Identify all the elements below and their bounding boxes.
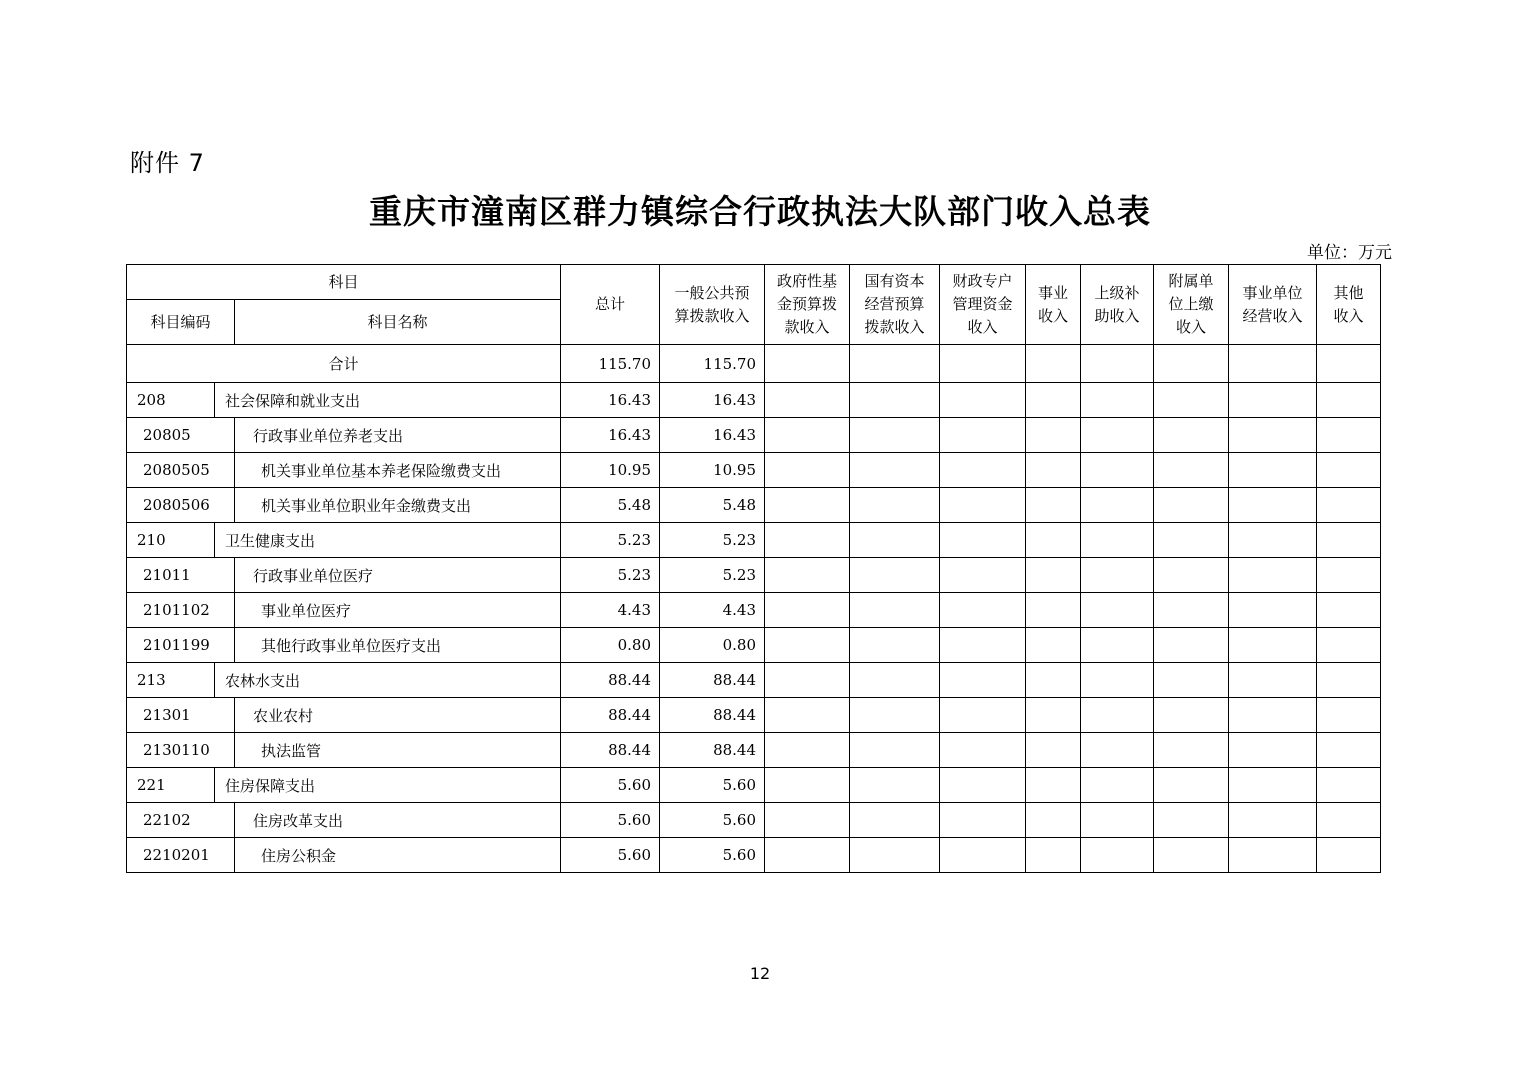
empty-cell (1026, 558, 1081, 593)
empty-cell (1154, 593, 1229, 628)
empty-cell (850, 698, 940, 733)
table-row (127, 733, 1381, 768)
empty-cell (1081, 803, 1154, 838)
empty-cell (1081, 558, 1154, 593)
empty-cell (940, 593, 1026, 628)
empty-cell (765, 663, 850, 698)
header-row-top (127, 265, 1381, 300)
empty-cell (1081, 488, 1154, 523)
empty-cell (1317, 628, 1381, 663)
empty-cell (850, 733, 940, 768)
row-total: 5.60 (561, 803, 660, 838)
attachment-label: 附件 7 (130, 149, 205, 177)
row-general-budget: 88.44 (660, 733, 765, 768)
row-total: 88.44 (561, 698, 660, 733)
empty-cell (1229, 523, 1317, 558)
empty-cell (1081, 593, 1154, 628)
empty-cell (1026, 733, 1081, 768)
row-general-budget: 88.44 (660, 698, 765, 733)
empty-cell (850, 558, 940, 593)
empty-cell (1154, 663, 1229, 698)
empty-cell (765, 593, 850, 628)
empty-cell (1026, 698, 1081, 733)
empty-cell (1317, 838, 1381, 873)
empty-cell (1229, 698, 1317, 733)
empty-cell (850, 488, 940, 523)
empty-cell (1081, 768, 1154, 803)
empty-cell (1026, 593, 1081, 628)
empty-cell (940, 523, 1026, 558)
empty-cell (940, 418, 1026, 453)
empty-cell (1081, 838, 1154, 873)
table-row (127, 698, 1381, 733)
table-row (127, 418, 1381, 453)
empty-cell (1081, 523, 1154, 558)
empty-cell (765, 838, 850, 873)
empty-cell (1026, 488, 1081, 523)
header-other-income: 其他收入 (1317, 265, 1381, 345)
empty-cell (1154, 488, 1229, 523)
empty-cell (1154, 523, 1229, 558)
empty-cell (1229, 803, 1317, 838)
row-general-budget: 5.48 (660, 488, 765, 523)
empty-cell (765, 453, 850, 488)
empty-cell (1026, 663, 1081, 698)
table-row (127, 383, 1381, 418)
empty-cell (1154, 628, 1229, 663)
total-general-budget: 115.70 (660, 345, 765, 383)
empty-cell (940, 838, 1026, 873)
empty-cell (765, 628, 850, 663)
row-subject-code: 21011 (127, 558, 235, 593)
row-general-budget: 16.43 (660, 418, 765, 453)
empty-cell (1081, 418, 1154, 453)
table-row (127, 663, 1381, 698)
empty-cell (850, 523, 940, 558)
empty-cell (1229, 663, 1317, 698)
empty-cell (1317, 593, 1381, 628)
empty-cell (850, 453, 940, 488)
total-label: 合计 (127, 345, 561, 383)
table-row (127, 593, 1381, 628)
row-total: 5.23 (561, 523, 660, 558)
empty-cell (940, 803, 1026, 838)
empty-cell (1229, 838, 1317, 873)
empty-cell (940, 488, 1026, 523)
empty-cell (850, 803, 940, 838)
row-general-budget: 5.60 (660, 768, 765, 803)
header-total: 总计 (561, 265, 660, 345)
row-total: 5.23 (561, 558, 660, 593)
table-row (127, 523, 1381, 558)
row-subject-code: 210 (127, 523, 215, 558)
total-amount: 115.70 (561, 345, 660, 383)
row-subject-name: 社会保障和就业支出 (215, 383, 561, 418)
empty-cell (940, 768, 1026, 803)
total-row (127, 345, 1381, 383)
empty-cell (1154, 453, 1229, 488)
empty-cell (765, 488, 850, 523)
row-general-budget: 16.43 (660, 383, 765, 418)
empty-cell (1317, 803, 1381, 838)
empty-cell (765, 768, 850, 803)
row-subject-name: 机关事业单位职业年金缴费支出 (235, 488, 561, 523)
row-total: 88.44 (561, 733, 660, 768)
row-total: 88.44 (561, 663, 660, 698)
table-row (127, 838, 1381, 873)
header-state-capital: 国有资本经营预算拨款收入 (850, 265, 940, 345)
empty-cell (1229, 418, 1317, 453)
table-row (127, 558, 1381, 593)
row-total: 5.60 (561, 768, 660, 803)
row-general-budget: 5.23 (660, 523, 765, 558)
header-gov-fund: 政府性基金预算拨款收入 (765, 265, 850, 345)
empty-cell (1229, 488, 1317, 523)
row-subject-code: 21301 (127, 698, 235, 733)
page-number: 12 (749, 964, 771, 983)
row-subject-code: 2101102 (127, 593, 235, 628)
row-subject-code: 221 (127, 768, 215, 803)
row-total: 10.95 (561, 453, 660, 488)
empty-cell (1154, 383, 1229, 418)
empty-cell (1154, 733, 1229, 768)
table-body (127, 345, 1381, 873)
row-subject-name: 机关事业单位基本养老保险缴费支出 (235, 453, 561, 488)
empty-cell (1081, 698, 1154, 733)
row-subject-code: 2210201 (127, 838, 235, 873)
empty-cell (1229, 558, 1317, 593)
empty-cell (765, 733, 850, 768)
row-subject-code: 22102 (127, 803, 235, 838)
empty-cell (1229, 593, 1317, 628)
empty-cell (940, 698, 1026, 733)
header-affiliated-payment: 附属单位上缴收入 (1154, 265, 1229, 345)
empty-cell (765, 523, 850, 558)
row-subject-name: 住房公积金 (235, 838, 561, 873)
row-subject-name: 行政事业单位医疗 (235, 558, 561, 593)
empty-cell (940, 453, 1026, 488)
empty-cell (1026, 523, 1081, 558)
row-subject-name: 执法监管 (235, 733, 561, 768)
empty-cell (1154, 768, 1229, 803)
empty-cell (940, 663, 1026, 698)
table-row (127, 488, 1381, 523)
empty-cell (1317, 488, 1381, 523)
row-total: 5.48 (561, 488, 660, 523)
row-subject-code: 2080506 (127, 488, 235, 523)
unit-label: 单位：万元 (1307, 243, 1392, 263)
header-subject-name: 科目名称 (235, 300, 561, 345)
empty-cell (1317, 453, 1381, 488)
empty-cell (765, 803, 850, 838)
row-total: 16.43 (561, 383, 660, 418)
header-general-budget: 一般公共预算拨款收入 (660, 265, 765, 345)
empty-cell (1317, 418, 1381, 453)
row-subject-name: 行政事业单位养老支出 (235, 418, 561, 453)
header-fiscal-special: 财政专户管理资金收入 (940, 265, 1026, 345)
row-subject-name: 卫生健康支出 (215, 523, 561, 558)
row-subject-name: 农业农村 (235, 698, 561, 733)
empty-cell (1026, 838, 1081, 873)
row-general-budget: 5.60 (660, 838, 765, 873)
row-subject-name: 农林水支出 (215, 663, 561, 698)
empty-cell (1081, 628, 1154, 663)
empty-cell (940, 733, 1026, 768)
row-subject-code: 2101199 (127, 628, 235, 663)
empty-cell (1317, 663, 1381, 698)
empty-cell (850, 383, 940, 418)
empty-cell (1317, 523, 1381, 558)
row-total: 5.60 (561, 838, 660, 873)
empty-cell (1229, 628, 1317, 663)
empty-cell (1154, 838, 1229, 873)
table-row (127, 628, 1381, 663)
empty-cell (940, 628, 1026, 663)
header-subject-code: 科目编码 (127, 300, 235, 345)
income-summary-table (126, 264, 1381, 873)
row-subject-code: 20805 (127, 418, 235, 453)
empty-cell (850, 628, 940, 663)
header-business-income: 事业收入 (1026, 265, 1081, 345)
empty-cell (1229, 768, 1317, 803)
empty-cell (1317, 383, 1381, 418)
row-general-budget: 5.23 (660, 558, 765, 593)
empty-cell (1026, 383, 1081, 418)
row-general-budget: 4.43 (660, 593, 765, 628)
empty-cell (765, 558, 850, 593)
row-total: 16.43 (561, 418, 660, 453)
table-row (127, 453, 1381, 488)
header-superior-subsidy: 上级补助收入 (1081, 265, 1154, 345)
empty-cell (850, 663, 940, 698)
empty-cell (1026, 453, 1081, 488)
row-subject-code: 2080505 (127, 453, 235, 488)
empty-cell (1154, 698, 1229, 733)
empty-cell (1317, 558, 1381, 593)
row-total: 0.80 (561, 628, 660, 663)
empty-cell (1317, 768, 1381, 803)
empty-cell (850, 838, 940, 873)
empty-cell (1154, 558, 1229, 593)
row-general-budget: 5.60 (660, 803, 765, 838)
empty-cell (765, 383, 850, 418)
empty-cell (1026, 628, 1081, 663)
empty-cell (1229, 383, 1317, 418)
page-title: 重庆市潼南区群力镇综合行政执法大队部门收入总表 (369, 192, 1151, 231)
empty-cell (1229, 453, 1317, 488)
row-subject-code: 213 (127, 663, 215, 698)
empty-cell (1081, 453, 1154, 488)
row-general-budget: 0.80 (660, 628, 765, 663)
row-general-budget: 10.95 (660, 453, 765, 488)
header-subject: 科目 (127, 265, 561, 300)
empty-cell (1229, 733, 1317, 768)
row-general-budget: 88.44 (660, 663, 765, 698)
empty-cell (765, 698, 850, 733)
empty-cell (1154, 803, 1229, 838)
empty-cell (940, 558, 1026, 593)
row-total: 4.43 (561, 593, 660, 628)
empty-cell (1154, 418, 1229, 453)
empty-cell (1081, 733, 1154, 768)
empty-cell (1081, 663, 1154, 698)
empty-cell (765, 418, 850, 453)
row-subject-name: 其他行政事业单位医疗支出 (235, 628, 561, 663)
header-business-operation: 事业单位经营收入 (1229, 265, 1317, 345)
row-subject-name: 事业单位医疗 (235, 593, 561, 628)
empty-cell (850, 418, 940, 453)
empty-cell (1081, 383, 1154, 418)
row-subject-name: 住房保障支出 (215, 768, 561, 803)
empty-cell (850, 768, 940, 803)
empty-cell (940, 383, 1026, 418)
table-row (127, 803, 1381, 838)
empty-cell (1026, 768, 1081, 803)
empty-cell (850, 593, 940, 628)
row-subject-code: 208 (127, 383, 215, 418)
empty-cell (1317, 698, 1381, 733)
row-subject-name: 住房改革支出 (235, 803, 561, 838)
empty-cell (1317, 733, 1381, 768)
row-subject-code: 2130110 (127, 733, 235, 768)
empty-cell (1026, 803, 1081, 838)
table-row (127, 768, 1381, 803)
empty-cell (1026, 418, 1081, 453)
